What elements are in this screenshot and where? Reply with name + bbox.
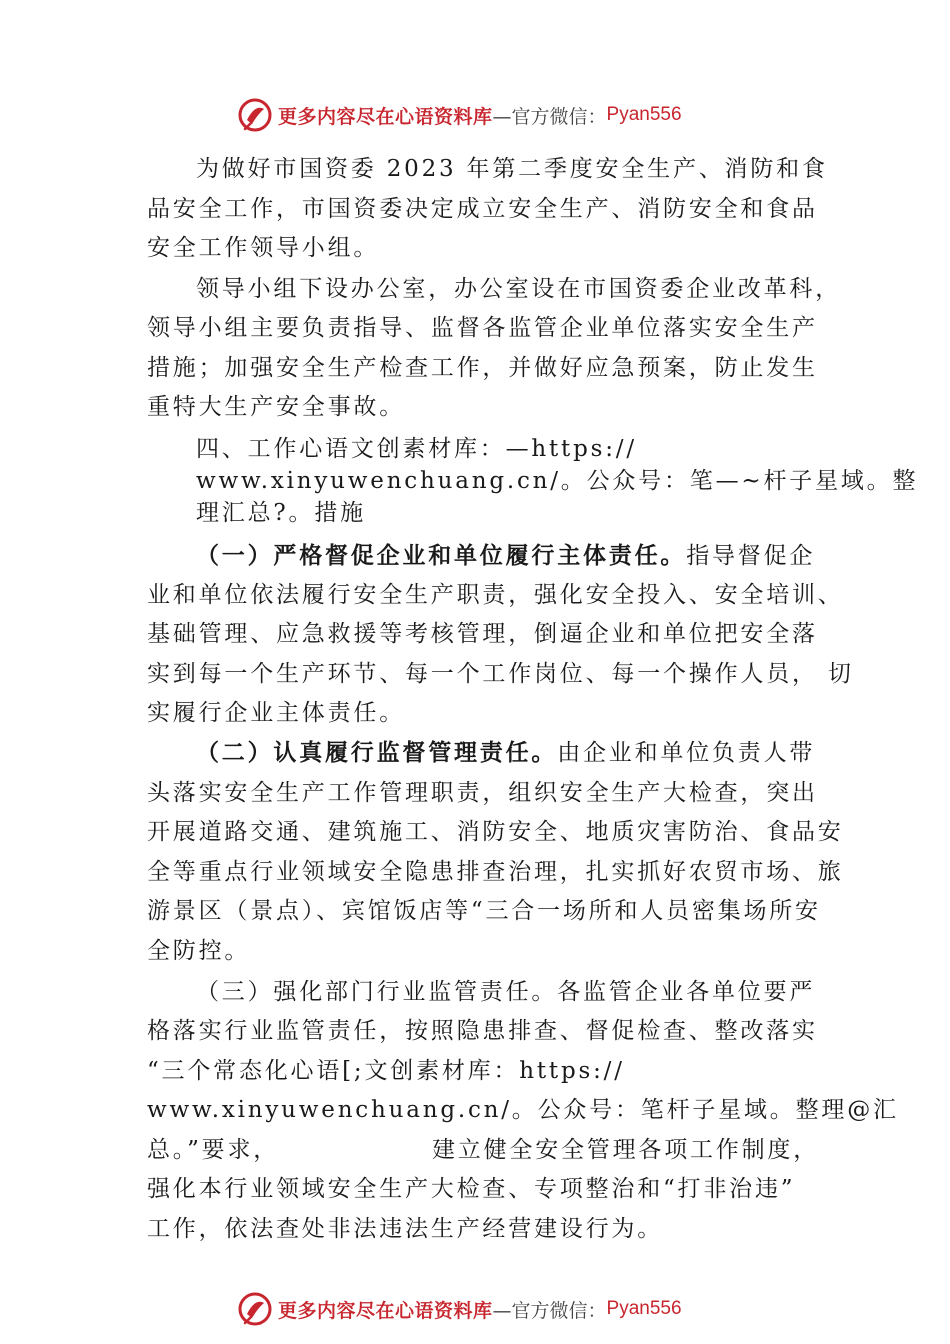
text-line: 工作，依法查处非法违法生产经营建设行为。	[147, 1216, 663, 1242]
text-line: 重特大生产安全事故。	[147, 394, 405, 420]
text-line: 基础管理、应急救援等考核管理，倒逼企业和单位把安全落	[147, 621, 818, 647]
watermark-brand-text: 更多内容尽在心语资料库	[278, 1299, 493, 1322]
text-line: 为做好市国资委 2023 年第二季度安全生产、消防和食	[196, 156, 828, 182]
text-line: 强化本行业领域安全生产大检查、专项整治和“打非治违”	[147, 1176, 796, 1202]
item-1-first-line	[196, 541, 815, 571]
text-line: 理汇总?。措施	[196, 500, 366, 526]
footer-watermark-banner	[236, 1289, 756, 1329]
watermark-official-text: —官方微信：	[492, 105, 607, 128]
text-line: 全等重点行业领域安全隐患排查治理，扎实抓好农贸市场、旅	[147, 859, 844, 885]
text-line: 建立健全安全管理各项工作制度，	[432, 1137, 819, 1163]
watermark-wechat-id: Pyan556	[606, 104, 682, 125]
text-line: 措施；加强安全生产检查工作，并做好应急预案，防止发生	[147, 355, 818, 381]
item-2-heading: （二）认真履行监督管理责任。	[196, 739, 558, 766]
text-line: 品安全工作，市国资委决定成立安全生产、消防安全和食品	[147, 196, 818, 222]
watermark-brand-text: 更多内容尽在心语资料库	[278, 105, 493, 128]
text-line: 实到每一个生产环节、每一个工作岗位、每一个操作人员， 切	[147, 661, 854, 687]
text-line: 业和单位依法履行安全生产职责，强化安全投入、安全培训、	[147, 582, 844, 608]
item-1-heading: （一）严格督促企业和单位履行主体责任。	[196, 542, 687, 569]
text-line: 全防控。	[147, 938, 251, 964]
text-line: （三）强化部门行业监管责任。各监管企业各单位要严	[196, 979, 816, 1005]
item-1-text: 指导督促企	[686, 543, 816, 569]
text-line: www.xinyuwenchuang.cn/。公众号：笔杆子星域。整理@汇	[147, 1097, 899, 1123]
xinyu-logo-icon	[236, 1290, 274, 1328]
text-line: 游景区（景点）、宾馆饭店等“三合一场所和人员密集场所安	[147, 898, 821, 924]
watermark-wechat-id: Pyan556	[606, 1298, 682, 1319]
text-line: 开展道路交通、建筑施工、消防安全、地质灾害防治、食品安	[147, 819, 844, 845]
text-line: www.xinyuwenchuang.cn/。公众号：笔—~杆子星域。整	[196, 468, 919, 494]
text-line: 安全工作领导小组。	[147, 235, 380, 261]
item-2-first-line	[196, 738, 815, 768]
text-line: 领导小组下设办公室，办公室设在市国资委企业改革科，	[196, 276, 841, 302]
text-line: 头落实安全生产工作管理职责，组织安全生产大检查，突出	[147, 780, 818, 806]
text-line: 领导小组主要负责指导、监督各监管企业单位落实安全生产	[147, 315, 818, 341]
text-line: 实履行企业主体责任。	[147, 700, 405, 726]
text-line: “三个常态化心语[;文创素材库：https://	[147, 1058, 625, 1084]
xinyu-logo-icon	[236, 96, 274, 134]
section-heading: 四、工作心语文创素材库：—https://	[196, 436, 637, 462]
text-line: 格落实行业监管责任，按照隐患排查、督促检查、整改落实	[147, 1018, 818, 1044]
watermark-official-text: —官方微信：	[492, 1299, 607, 1322]
item-2-text: 由企业和单位负责人带	[557, 740, 816, 766]
header-watermark-banner	[236, 95, 756, 135]
text-line: 总。”要求，	[147, 1137, 280, 1163]
